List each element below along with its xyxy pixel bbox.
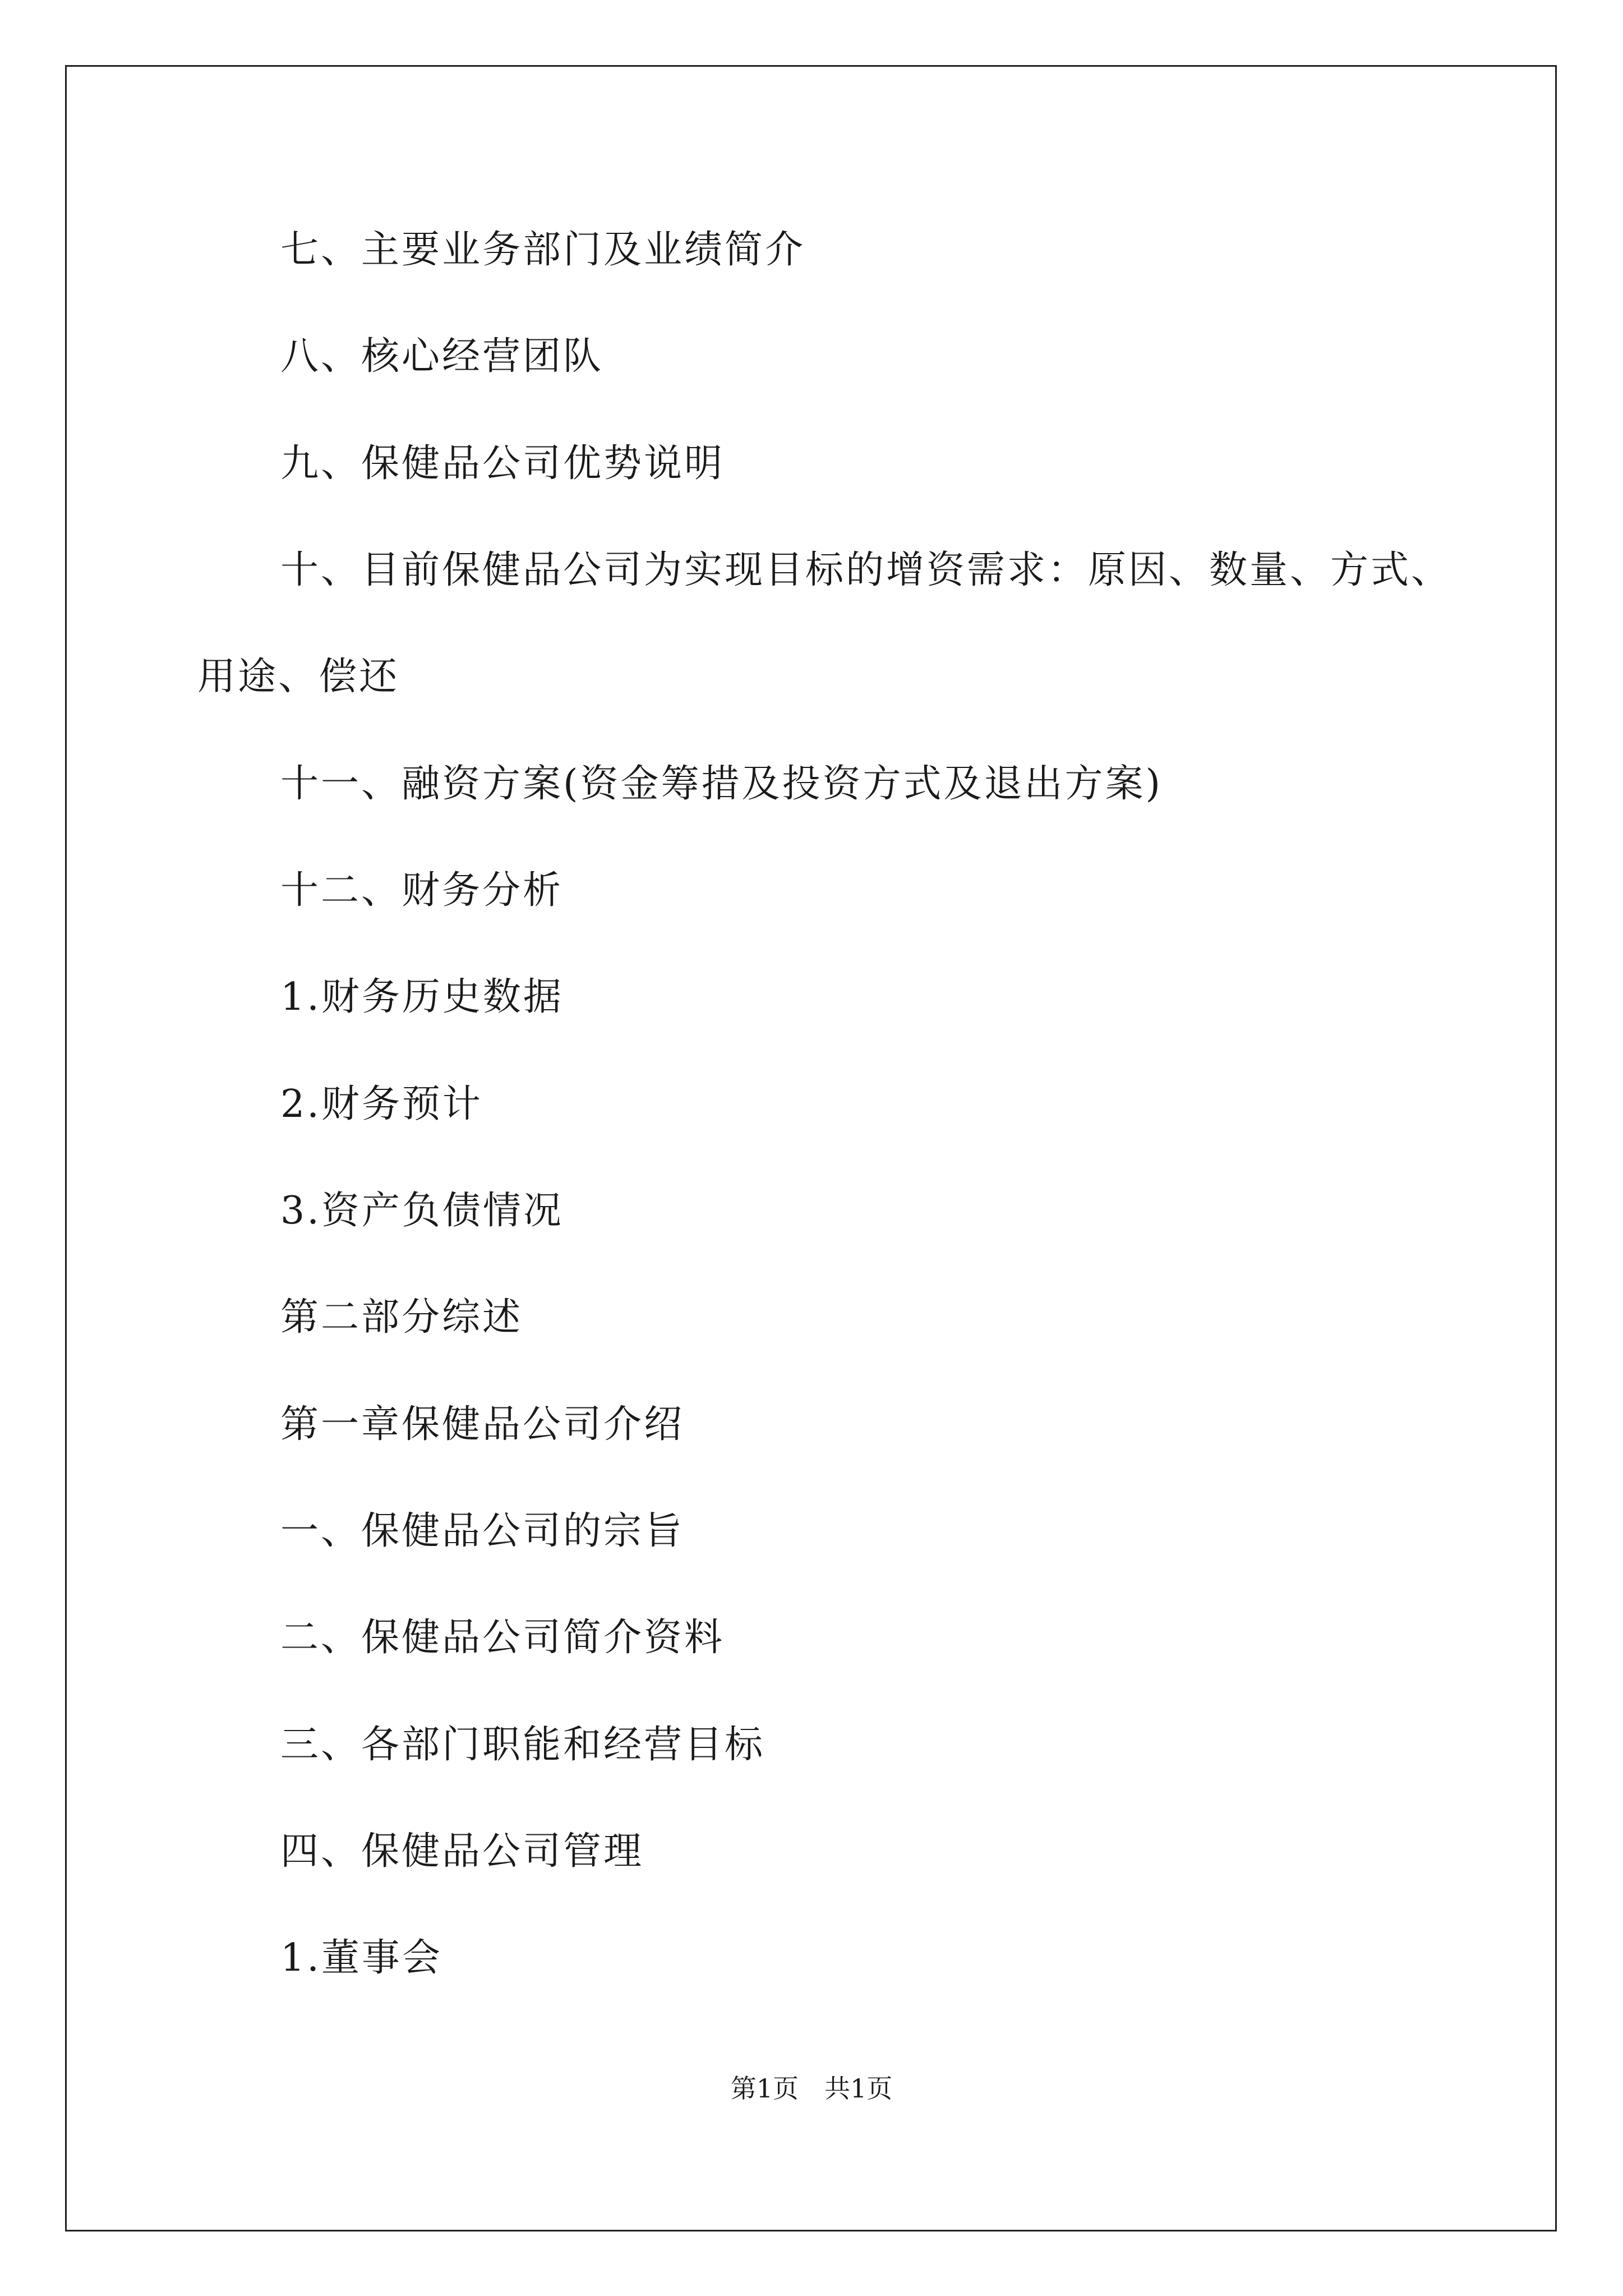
chapter-subitem-1: 1.董事会 (280, 1936, 442, 1980)
toc-subline-3: 3.资产负债情况 (280, 1189, 564, 1233)
toc-line-10: 十、目前保健品公司为实现目标的增资需求：原因、数量、方式、 (280, 548, 1452, 592)
toc-line-9: 九、保健品公司优势说明 (280, 441, 725, 486)
toc-line-8: 八、核心经营团队 (280, 334, 604, 379)
toc-line-12: 十二、财务分析 (280, 868, 564, 913)
toc-line-10-continued: 用途、偿还 (197, 655, 400, 699)
chapter-item-3: 三、各部门职能和经营目标 (280, 1723, 766, 1767)
chapter-item-4: 四、保健品公司管理 (280, 1829, 644, 1874)
toc-line-7: 七、主要业务部门及业绩简介 (280, 228, 806, 272)
toc-subline-1: 1.财务历史数据 (280, 975, 564, 1019)
chapter-heading: 第一章保健品公司介绍 (280, 1402, 685, 1447)
page-footer: 第1页 共1页 (730, 2073, 893, 2104)
toc-line-11: 十一、融资方案(资金筹措及投资方式及退出方案) (280, 762, 1163, 806)
section-heading: 第二部分综述 (280, 1295, 523, 1340)
page-border (65, 65, 1557, 2231)
chapter-item-2: 二、保健品公司简介资料 (280, 1616, 725, 1660)
chapter-item-1: 一、保健品公司的宗旨 (280, 1509, 685, 1553)
toc-subline-2: 2.财务预计 (280, 1082, 483, 1126)
